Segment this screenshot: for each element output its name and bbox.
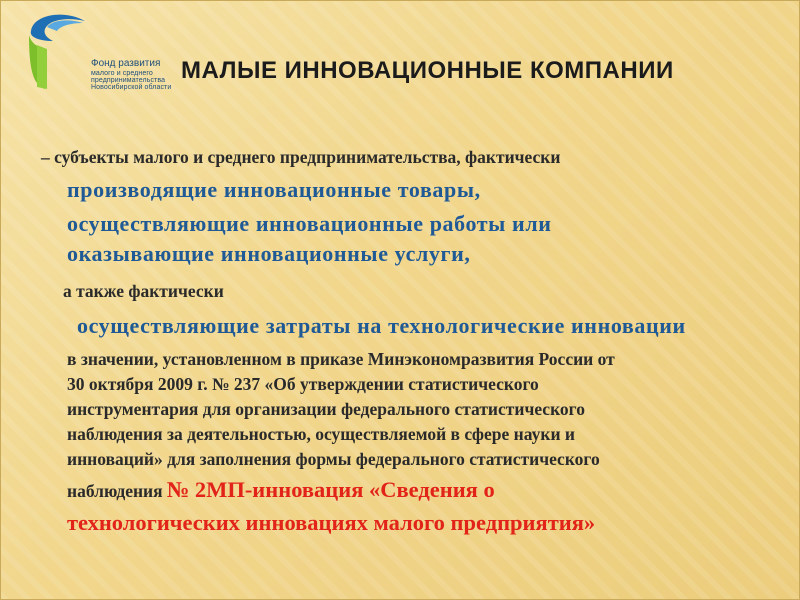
fund-logo-icon bbox=[23, 9, 93, 91]
text-line-5: а также фактически bbox=[63, 281, 224, 301]
fund-name-line2: малого и среднего bbox=[91, 69, 153, 77]
slide-title: МАЛЫЕ ИННОВАЦИОННЫЕ КОМПАНИИ bbox=[181, 57, 674, 84]
text-line-1: – субъекты малого и среднего предпринимательства, фактически bbox=[41, 147, 561, 167]
text-line-11: инноваций» для заполнения формы федерального статистического bbox=[67, 449, 600, 469]
text-line-4: оказывающие инновационные услуги, bbox=[67, 241, 471, 266]
text-line-13: технологических инновациях малого предприятия» bbox=[67, 510, 596, 535]
text-line-7: в значении, установленном в приказе Минэкономразвития России от bbox=[67, 349, 615, 369]
fund-name: Фонд развития bbox=[91, 58, 161, 69]
fund-logo-text bbox=[91, 59, 171, 92]
fund-logo bbox=[23, 9, 173, 97]
text-line-6: осуществляющие затраты на технологические инновации bbox=[77, 313, 686, 338]
text-line-12-prefix: наблюдения bbox=[67, 481, 163, 501]
text-line-9: инструментария для организации федерального статистического bbox=[67, 399, 585, 419]
text-line-2: производящие инновационные товары, bbox=[67, 177, 481, 202]
text-line-3: осуществляющие инновационные работы или bbox=[67, 211, 552, 236]
form-name-highlight: № 2МП-инновация «Сведения о bbox=[166, 477, 495, 502]
text-line-10: наблюдения за деятельностью, осуществляемой в сфере науки и bbox=[67, 424, 575, 444]
text-line-12 bbox=[67, 477, 495, 503]
fund-name-line4: Новосибирской области bbox=[91, 84, 172, 92]
fund-name-line3: предпринимательства bbox=[91, 76, 166, 84]
text-line-8: 30 октября 2009 г. № 237 «Об утверждении статистического bbox=[67, 374, 539, 394]
